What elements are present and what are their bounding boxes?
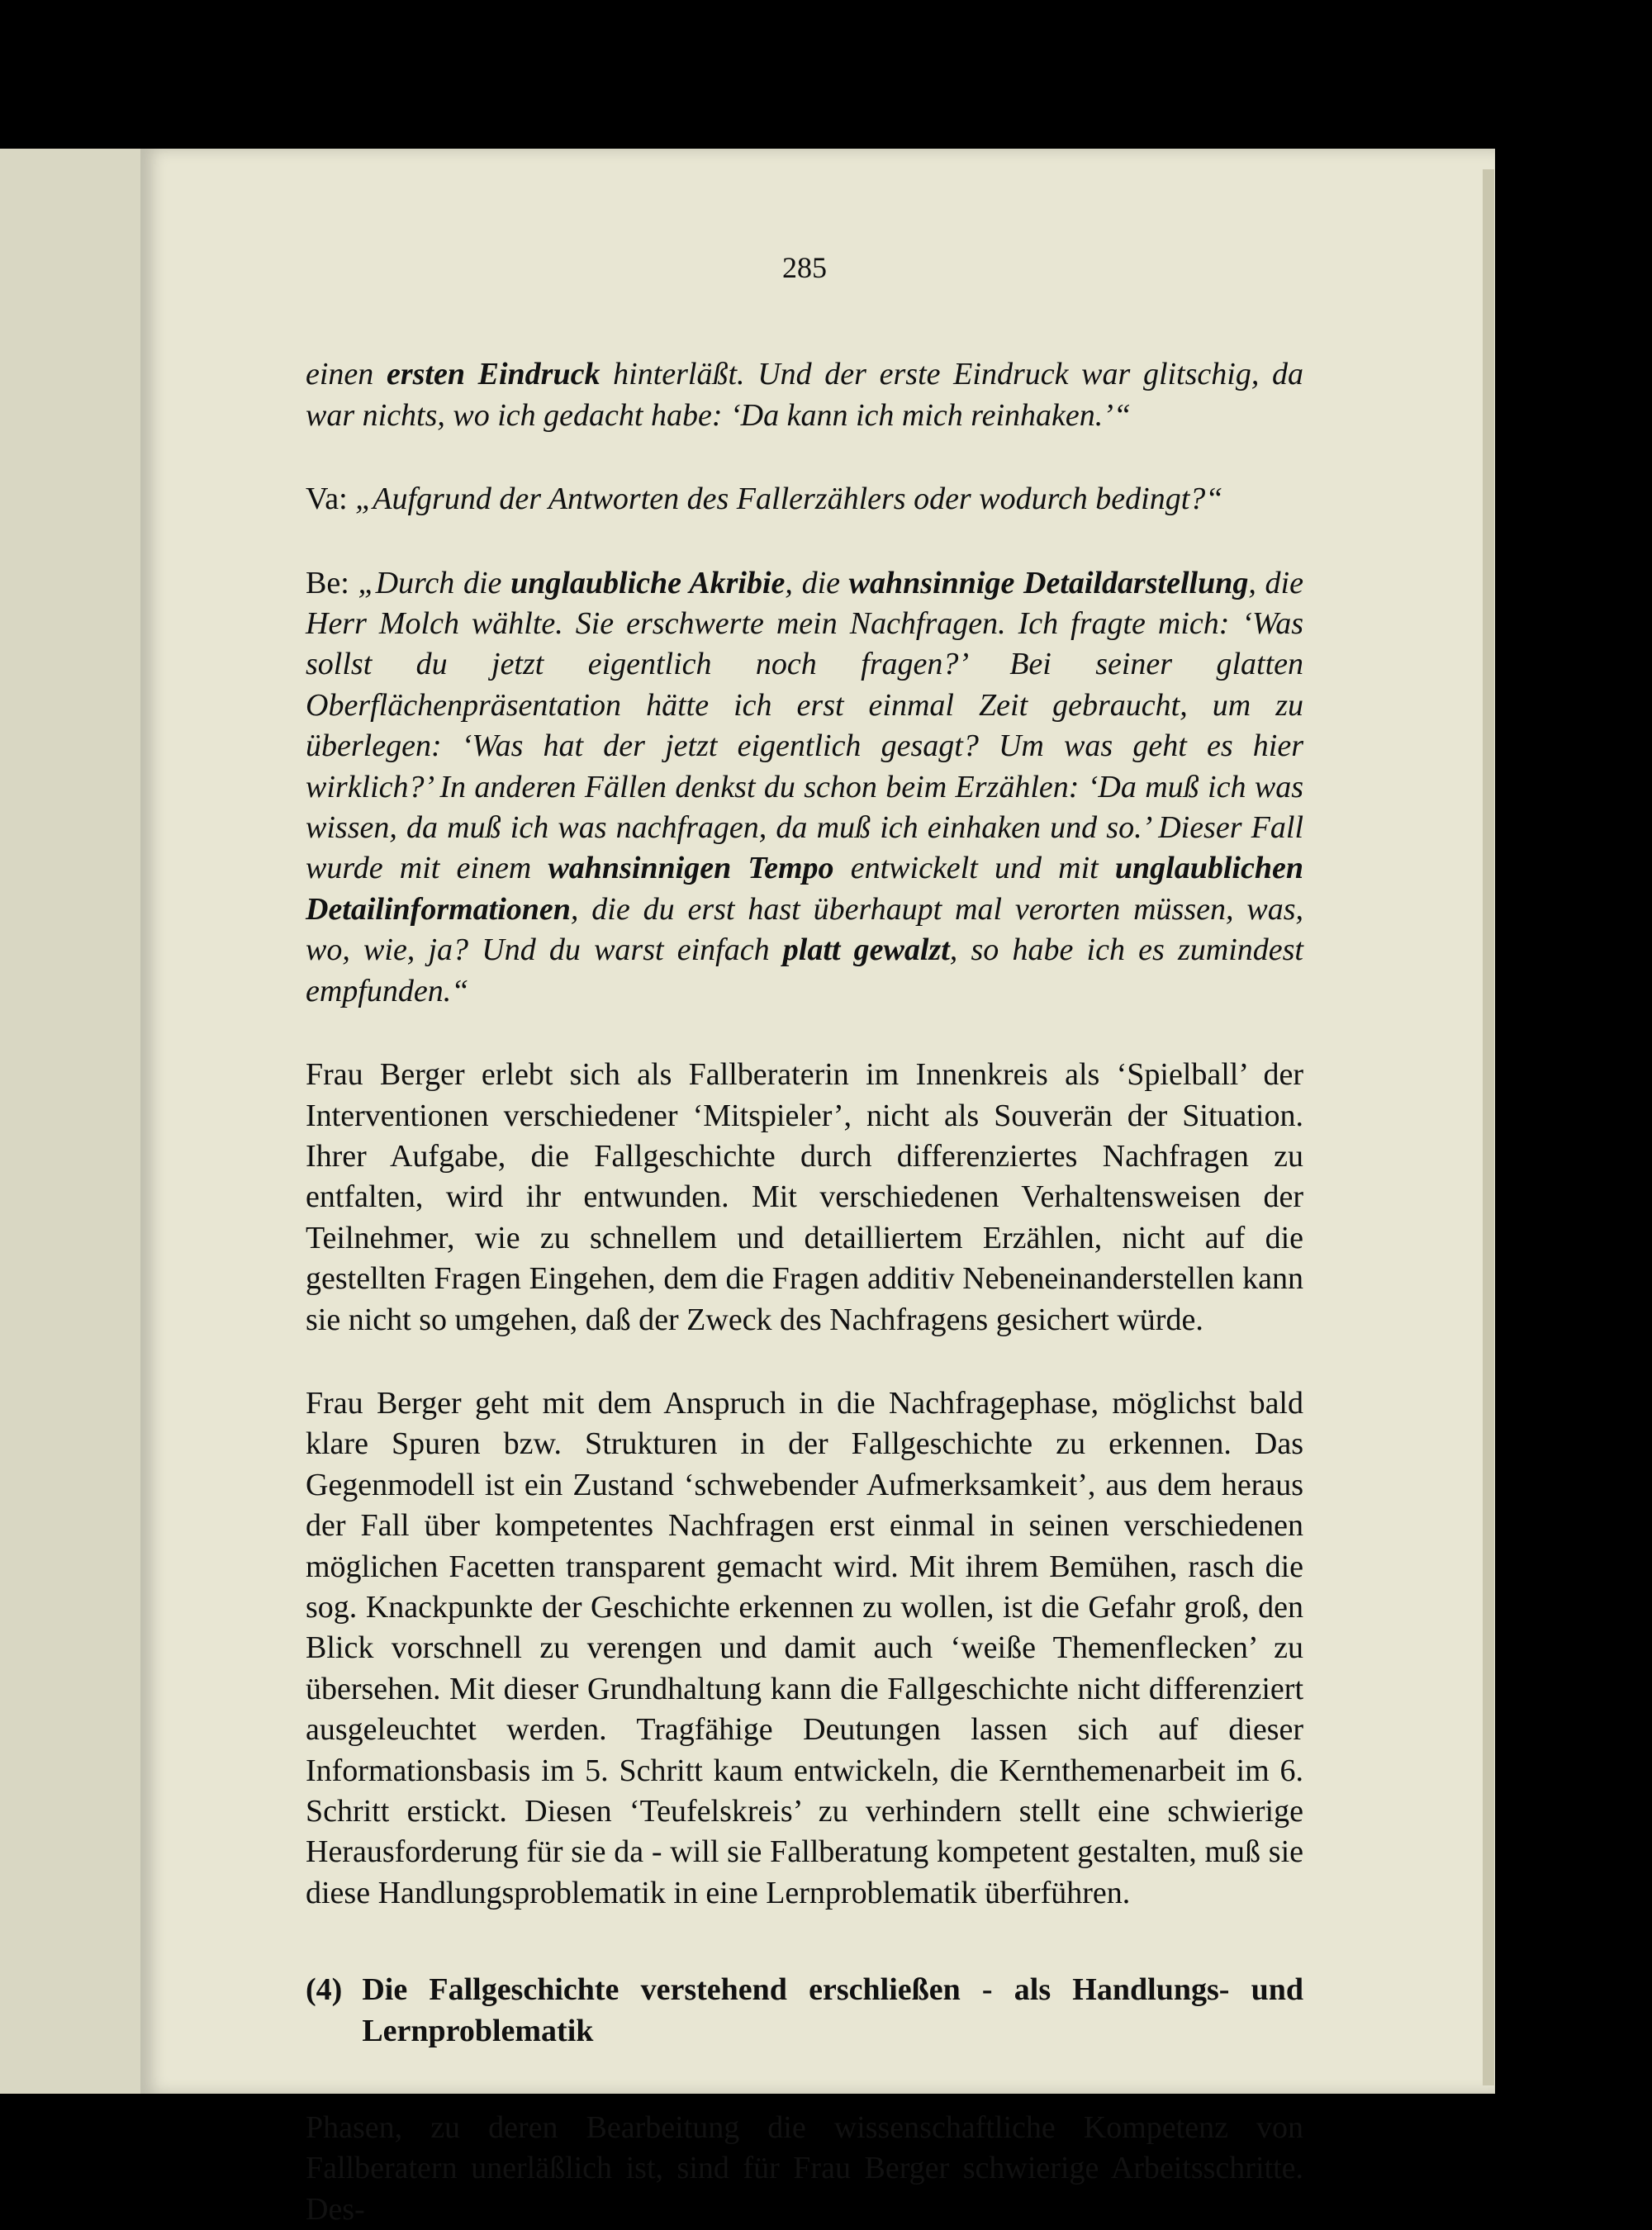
- speaker-be: Be:: [306, 565, 358, 600]
- section-heading: [306, 1970, 1303, 2052]
- quote-continuation: einen ersten Eindruck hinterläßt. Und der erste Eindruck war glitschig, da war nichts, wo ich gedacht habe: ‘Da kann ich mich reinhaken.’“: [306, 357, 1303, 433]
- section-title: Die Fallgeschichte verstehend erschließen - als Handlungs- und Lernproblematik: [362, 1972, 1303, 2048]
- paragraph-3: Phasen, zu deren Bearbeitung die wissenschaftliche Kompetenz von Fallberatern unerläßlich ist, sind für Frau Berger schwierige Arbeitsschritte. Des-: [306, 2110, 1303, 2227]
- va-question: Va: „Aufgrund der Antworten des Fallerzählers oder wodurch bedingt?“: [306, 482, 1223, 517]
- be-answer: Be: „Durch die unglaubliche Akribie, die wahnsinnige Detaildarstellung, die Herr Molch wählte. Sie erschwerte mein Nachfragen. Ich fragte mich: ‘Was sollst du jetzt eigentlich noch fragen?’ Bei seiner glatten Oberflächenpräsentation hätte ich erst einmal Zeit gebraucht, um zu überlegen: ‘Was hat der jetzt eigentlich gesagt? Um was geht es hier wirklich?’ In anderen Fällen denkst du schon beim Erzählen: ‘Da muß ich was wissen, da muß ich was nachfragen, da muß ich einhaken und so.’ Dieser Fall wurde mit einem wahnsinnigen Tempo entwickelt und mit unglaublichen Detailinformationen, die du erst hast überhaupt mal verorten müssen, was, wo, wie, ja? Und du warst einfach platt gewalzt, so habe ich es zumindest empfunden.“: [306, 565, 1303, 1008]
- page-number: 285: [782, 251, 827, 284]
- paragraph-1: Frau Berger erlebt sich als Fallberaterin im Innenkreis als ‘Spielball’ der Interventionen verschiedener ‘Mitspieler’, nicht als Souverän der Situation. Ihrer Aufgabe, die Fallgeschichte durch differenziertes Nachfragen zu entfalten, wird ihr entwunden. Mit verschiedenen Verhaltensweisen der Teilnehmer, wie zu schnellem und detailliertem Erzählen, nicht auf die gestellten Fragen Eingehen, dem die Fragen additiv Nebeneinanderstellen kann sie nicht so umgehen, daß der Zweck des Nachfragens gesichert würde.: [306, 1057, 1303, 1337]
- page-text: [306, 248, 1303, 2230]
- section-number: (4): [306, 1972, 343, 2008]
- facing-page-edge: [0, 149, 149, 2094]
- page-stack-edge: [1483, 169, 1494, 2085]
- paragraph-2: Frau Berger geht mit dem Anspruch in die Nachfragephase, möglichst bald klare Spuren bzw. Strukturen in der Fallgeschichte zu erkennen. Das Gegenmodell ist ein Zustand ‘schwebender Aufmerksamkeit’, aus dem heraus der Fall über kompetentes Nachfragen erst einmal in seinen verschiedenen möglichen Facetten transparent gemacht wird. Mit ihrem Bemühen, rasch die sog. Knackpunkte der Geschichte erkennen zu wollen, ist die Gefahr groß, den Blick vorschnell zu verengen und damit auch ‘weiße Themenflecken’ zu übersehen. Mit dieser Grundhaltung kann die Fallgeschichte nicht differenziert ausgeleuchtet werden. Tragfähige Deutungen lassen sich auf dieser Informationsbasis im 5. Schritt kaum entwickeln, die Kernthemenarbeit im 6. Schritt erstickt. Diesen ‘Teufelskreis’ zu verhindern stellt eine schwierige Herausforderung für sie da - will sie Fallberatung kompetent gestalten, muß sie diese Handlungsproblematik in eine Lernproblematik überführen.: [306, 1385, 1303, 1910]
- speaker-va: Va:: [306, 482, 356, 517]
